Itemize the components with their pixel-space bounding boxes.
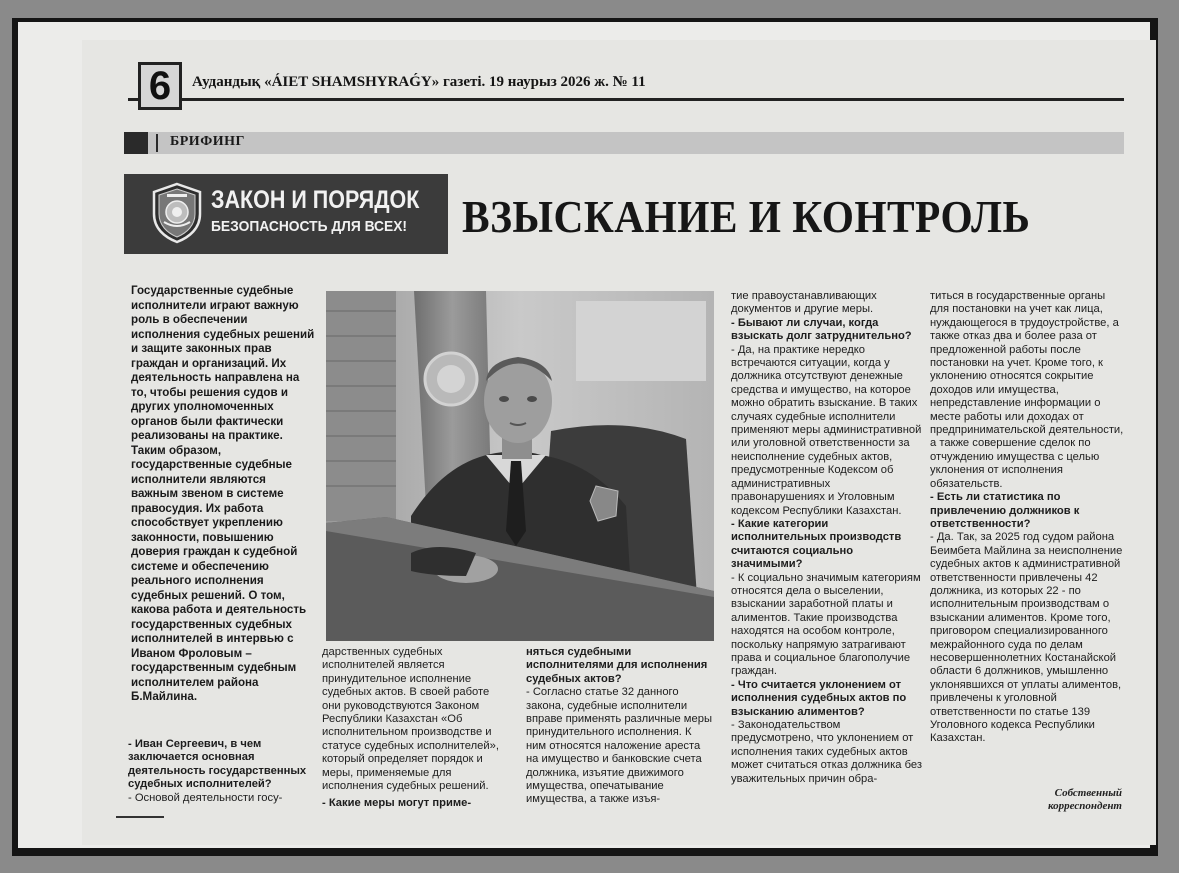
answer-6: - Да. Так, за 2025 год судом района Беимбета Майлина за неисполнение судебных актов к административной ответственности привлечены 42 должника, из которых 22 - по исполнительным производствам о взыскании алиментов. Кроме того, приговором специализированного межрайонного суда по делам несовершеннолетних Костанайской области 6 должников, умышленно уклонявшихся от уплаты алиментов, привлечены к уголовной ответственности по статье 139 Уголовного кодекса Республики Казахстан. (930, 531, 1123, 745)
rubric-bar (124, 132, 1124, 154)
answer-2: - Согласно статье 32 данного закона, судебные исполнители вправе применять различные меры принудительного исполнения. К ним относятся наложение ареста на имущество и банковские счета должника, изъятие движимого имущества, опечатывание имущества, а также изъя- (526, 686, 712, 806)
answer-3: - Да, на практике нередко встречаются ситуации, когда у должника отсутствуют денежные средства и имущество, на которое можно обратить взыскание. В таких случаях судебные исполнители применяют меры административной или уголовной ответственности за неисполнение судебных актов, предусмотренные Кодексом об административных правонарушениях и Уголовным кодексом Республики Казахстан. (731, 343, 922, 517)
masthead: Аудандық «ÁIET SHAMSHYRAǴY» газеті. 19 наурыз 2026 ж. № 11 (192, 74, 646, 90)
page-number: 6 (138, 62, 182, 110)
rubric-label: БРИФИНГ (170, 134, 245, 149)
column-5 (930, 290, 1124, 746)
column-1-bottom (128, 738, 312, 805)
answer-5-continued: титься в государственные органы для постановки на учет как лица, нуждающегося в трудоустройстве, а также отказ два и более раза от предложенной работы после постановки на учет. Кроме того, к уклонению относятся сокрытие доходов или имущества, непредставление информации о месте работы или доходах от предпринимательской деятельности, а также совершение сделок по отчуждению имущества с целью уклонения от исполнения обязательств. (930, 290, 1124, 490)
question-1: - Иван Сергеевич, в чем заключается основная деятельность государственных судебных исполнителей? (128, 738, 307, 791)
logo-title: ЗАКОН И ПОРЯДОК (211, 186, 420, 214)
rubric-marker (124, 132, 148, 154)
question-4: - Какие категории исполнительных производств считаются социально значимыми? (731, 517, 902, 571)
answer-2-continued: тие правоустанавливающих документов и другие меры. (731, 290, 877, 316)
article-headline: ВЗЫСКАНИЕ И КОНТРОЛЬ (462, 191, 1031, 242)
answer-5-start: - Законодательством предусмотрено, что уклонением от исполнения таких судебных актов может считаться отказ должника без уважительных причин обра- (731, 719, 922, 785)
bottom-rule (116, 816, 164, 818)
rubric-separator (156, 134, 158, 152)
answer-1-start: - Основой деятельности госу- (128, 791, 283, 804)
question-2-continued: няться судебными исполнителями для исполнения судебных актов? (526, 646, 708, 685)
question-5: - Что считается уклонением от исполнения судебных актов по взысканию алиментов? (731, 678, 907, 718)
question-2-start: - Какие меры могут приме- (322, 797, 472, 810)
column-3-bottom (526, 646, 714, 807)
column-2-bottom (322, 646, 510, 811)
answer-1-continued: дарственных судебных исполнителей является принудительное исполнение судебных актов. В своей работе они руководствуются Законом Республики Казахстан «Об исполнительном производстве и статусе судебных исполнителей», который определяет порядок и меры, применяемые для исполнения судебных решений. (322, 646, 499, 793)
article-photo (326, 291, 714, 641)
answer-4: - К социально значимым категориям относятся дела о выселении, взыскании заработной платы и алиментов. Такие производства находятся на особом контроле, поскольку напрямую затрагивают права и социальное благополучие граждан. (731, 571, 921, 678)
header-rule (128, 98, 1124, 101)
column-4 (731, 290, 923, 786)
byline (1010, 787, 1122, 813)
question-3: - Бывают ли случаи, когда взыскать долг затруднительно? (731, 316, 912, 343)
article-lead: Государственные судебные исполнители играют важную роль в обеспечении исполнения судебных решений и защите законных прав граждан и организаций. Их деятельность направлена на то, чтобы решения судов и других уполномоченных органов были фактически реализованы на практике. Таким образом, государственные судебные исполнители являются важным звеном в системе правосудия. Их работа способствует укреплению законности, повышению доверия граждан к судебной системе и обеспечению реального исполнения судебных решений. О том, какова работа и деятельность государственных судебных исполнителей в интервью с Иваном Фроловым – государственным судебным исполнителем района Б.Майлина. (131, 284, 315, 703)
byline-line-1: Собственный (1054, 787, 1122, 799)
question-6: - Есть ли статистика по привлечению должников к ответственности? (930, 491, 1080, 530)
byline-line-2: корреспондент (1047, 800, 1122, 812)
logo-subtitle: БЕЗОПАСНОСТЬ ДЛЯ ВСЕХ! (211, 218, 408, 235)
police-shield-icon (150, 182, 204, 244)
